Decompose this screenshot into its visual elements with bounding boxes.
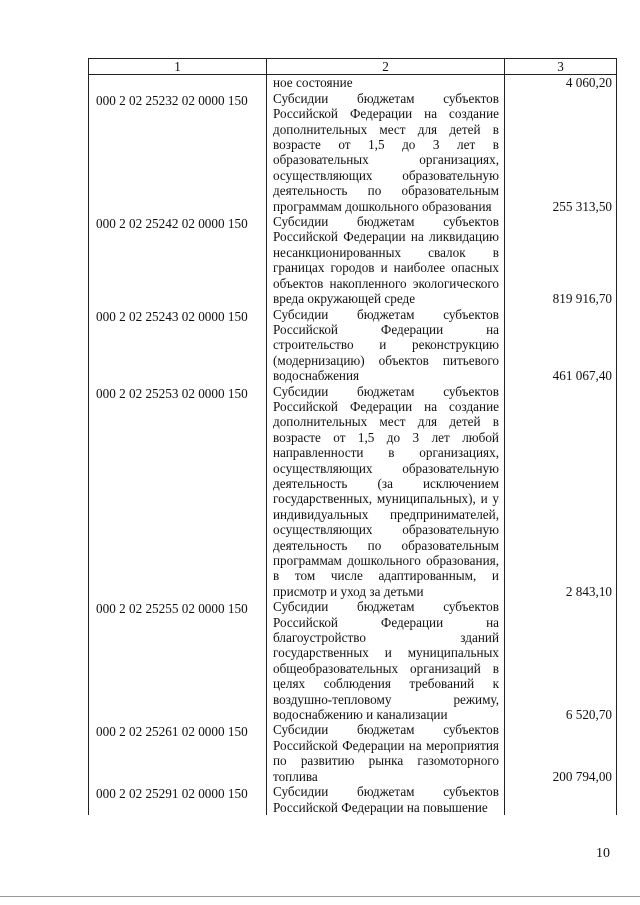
header-col-1: 1 [89,59,267,75]
table-row [89,384,617,600]
row-code: 000 2 02 25253 02 0000 150 [89,384,267,600]
table-header-row [89,59,617,75]
table-row [89,91,617,214]
table-row [89,307,617,384]
scan-edge-line [0,896,640,897]
header-col-3: 3 [505,59,617,75]
table-row [89,784,617,815]
row-code [89,75,267,91]
row-code: 000 2 02 25232 02 0000 150 [89,91,267,214]
row-description: Субсидии бюджетам субъектов Российской Федерации на мероприятия по развитию рынка газомоторного топлива [267,722,505,784]
row-amount: 461 067,40 [505,307,617,384]
row-amount: 2 843,10 [505,384,617,600]
row-code: 000 2 02 25243 02 0000 150 [89,307,267,384]
row-description: Субсидии бюджетам субъектов Российской Федерации на создание дополнительных мест для детей в возрасте от 1,5 до 3 лет любой направленности в организациях, осуществляющих образовательную деятельность (за исключением государственных, муниципальных), и у индивидуальных предпринимателей, осуществляющих образовательную деятельность по образовательным программам дошкольного образования, в том числе адаптированным, и присмотр и уход за детьми [267,384,505,600]
row-code: 000 2 02 25255 02 0000 150 [89,599,267,722]
row-amount [505,784,617,815]
budget-table [88,58,617,815]
table-row [89,599,617,722]
page-number: 10 [596,846,610,861]
row-amount: 6 520,70 [505,599,617,722]
row-code: 000 2 02 25242 02 0000 150 [89,214,267,306]
row-amount: 819 916,70 [505,214,617,306]
row-amount: 4 060,20 [505,75,617,91]
row-code: 000 2 02 25261 02 0000 150 [89,722,267,784]
table-row [89,722,617,784]
row-code: 000 2 02 25291 02 0000 150 [89,784,267,815]
table-row [89,214,617,306]
row-description: Субсидии бюджетам субъектов Российской Федерации на строительство и реконструкцию (модернизацию) объектов питьевого водоснабжения [267,307,505,384]
row-amount: 255 313,50 [505,91,617,214]
row-description: Субсидии бюджетам субъектов Российской Федерации на повышение [267,784,505,815]
table-row [89,75,617,91]
row-amount: 200 794,00 [505,722,617,784]
row-description: Субсидии бюджетам субъектов Российской Федерации на создание дополнительных мест для детей в возрасте от 1,5 до 3 лет в образовательных организациях, осуществляющих образовательную деятельность по образовательным программам дошкольного образования [267,91,505,214]
header-col-2: 2 [267,59,505,75]
row-description: Субсидии бюджетам субъектов Российской Федерации на ликвидацию несанкционированных свалок в границах городов и наиболее опасных объектов накопленного экологического вреда окружающей среде [267,214,505,306]
row-description: Субсидии бюджетам субъектов Российской Федерации на благоустройство зданий государственных и муниципальных общеобразовательных организаций в целях соблюдения требований к воздушно-тепловому режиму, водоснабжению и канализации [267,599,505,722]
row-description: ное состояние [267,75,505,91]
